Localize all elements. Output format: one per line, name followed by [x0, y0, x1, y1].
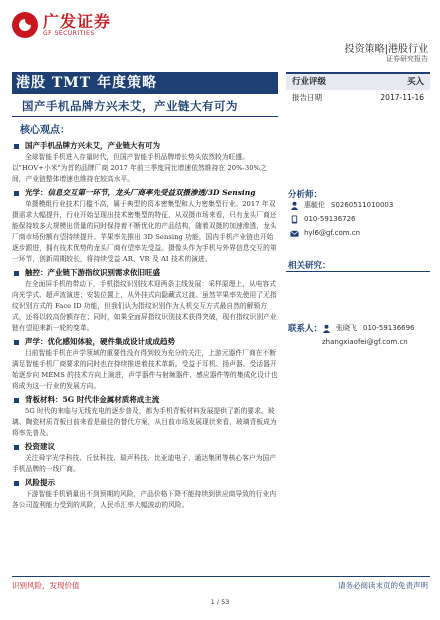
analyst-phone: 010-59136726 [304, 215, 356, 223]
report-banner [12, 72, 278, 94]
page-number: 1 / 53 [210, 598, 230, 606]
section-paragraph: 关注舜宇光学科技、丘钛科技、瑞声科技、比亚迪电子、通达集团等核心客户为国产手机品牌的一线厂商。 [12, 454, 277, 473]
footer-disclaimer[interactable]: 请务必阅读末页的免责声明 [338, 581, 428, 590]
section-heading: 触控： 产业链下游指纹识别需求依旧旺盛 [12, 267, 278, 279]
divider [12, 116, 278, 117]
gf-logo-icon [12, 12, 38, 38]
analyst-name: 惠毓伦 [304, 201, 325, 209]
date-label: 报告日期 [292, 93, 322, 102]
report-title: 港股 TMT 年度策略 [16, 75, 158, 91]
report-category: 投资策略|港股行业 [344, 44, 428, 55]
section-paragraph: 单摄模组行业技术门槛不高，属于典型的资本密集型和人力密集型行业。2017 年双摄需求大幅提升，行业开始呈现出技术密集型的特征，从双摄市场来看，只有龙头厂商还能保持较多大规模出货量的同时保持着不断优化的产品结构，随着双摄的加速渗透，龙头厂商市场份额有望持续提升。苹果率先推出 3D Sensing 功能，国内手机产业链也开始逐步跟进，拥有技术优势的龙头厂商有望率先受益。摄像头作为手机与外界信息交互的第一环节，创新周期较长，将持续受益 AR、VR 及 AI 技术的演进。 [12, 200, 277, 263]
core-views-body [12, 138, 278, 511]
divider [286, 271, 430, 272]
contact-email-row [322, 336, 408, 348]
analyst-email-row [290, 227, 360, 239]
analysts-heading: 分析师： [288, 190, 323, 200]
analyst-license: S0260511010003 [331, 201, 394, 209]
contact-email[interactable]: zhangxiaofei@gf.com.cn [322, 338, 408, 346]
rating-label: 行业评级 [292, 77, 327, 87]
section-paragraph: 5G 时代的来临与无线充电的逐步普及，都为手机背板材料发展提供了新的要求。玻璃、陶瓷材质背板目前来看是最佳的替代方案，从目前市场发展现状来看，玻璃背板成为将率先普及。 [12, 407, 277, 437]
core-views-heading: 核心观点： [20, 125, 70, 136]
bullet-square-icon [14, 191, 19, 196]
footer-slogan: 识别风险，发现价值 [12, 581, 80, 590]
analyst-email[interactable]: hyl6@gf.com.cn [304, 229, 361, 237]
person-icon [290, 201, 299, 210]
section-paragraph: 全球智能手机进入存量时代，但国产智能手机品牌增长势头依然较为旺盛。以"HOV+小米"为首的品牌厂商 2017 年前三季度同比增速依然维持在 20%-30%之间，产业链整体增速也维持在较高水平。 [12, 153, 267, 183]
section-heading: 背板材料： 5G 时代非金属材质将成主流 [12, 394, 278, 406]
section-paragraph: 在全面屏手机的带动下，手机指纹识别技术迎两条主线发展：采样原理上，从电容式向光学式、超声波演进；安装位置上，从外挂式向隐藏式过渡。虽然苹果率先使用了无指纹识别方式的 Face ID 功能，但我们认为指纹识别作为人机交互方式最自然的解锁方式，还将以较高份额存在；同时，如果全面屏指纹识别技术获得突破，现有指纹识别产业链有望迎来新一轮的变革。 [12, 280, 277, 332]
report-subtitle: 国产手机品牌方兴未艾，产业链大有可为 [22, 99, 238, 113]
section-heading: 国产手机品牌方兴未艾，产业链大有可为 [12, 140, 278, 152]
date-row [286, 90, 430, 106]
brand-name-cn: 广发证券 [43, 12, 112, 31]
phone-icon [290, 215, 299, 224]
section-heading: 投资建议 [12, 441, 278, 453]
contact-phone: 010-59136696 [363, 324, 415, 332]
rating-box [286, 72, 430, 106]
email-icon [290, 229, 299, 238]
report-date: 2017-11-16 [380, 93, 424, 102]
contact-heading: 联系人： [288, 324, 323, 334]
bullet-square-icon [14, 144, 19, 149]
contact-name: 张晓飞 [336, 324, 357, 332]
contact-name-row [322, 322, 415, 334]
related-research-heading: 相关研究： [288, 261, 331, 271]
section-paragraph: 下游智能手机销量出不到预期的风险，产品价格下降不能持续到供应商导致的行业内各公司盈利能力受到的风险，人民币汇率大幅波动的风险。 [12, 490, 277, 509]
report-type: 证券研究报告 [386, 55, 428, 63]
bullet-square-icon [14, 445, 19, 450]
bullet-square-icon [14, 271, 19, 276]
bullet-square-icon [14, 481, 19, 486]
analyst-name-row [290, 199, 393, 211]
analyst-phone-row [290, 213, 356, 225]
rating-row [286, 72, 430, 90]
person-icon [322, 324, 331, 333]
section-paragraph: 目前智能手机在声学领域的重要性没有得到较为充分的关注，上游元器件厂商在不断满足智能手机厂商要求的同时也在持续推进着技术革新。受益于耳机、扬声器、受话器开始逐步向 MEMS 的技术方向上演进，声学器件与射频器件、感应器件等的集成化设计也将成为这一行业的发展方向。 [12, 349, 278, 390]
section-heading: 光学： 信息交互第一环节，龙头厂商率先受益双摄渗透/3D Sensing [12, 187, 278, 199]
bullet-square-icon [14, 340, 19, 345]
footer-divider [12, 576, 430, 577]
brand-name-en: GF SECURITIES [43, 30, 95, 37]
section-heading: 声学： 优化感知体验，硬件集成设计成成趋势 [12, 336, 278, 348]
bullet-square-icon [14, 398, 19, 403]
rating-value: 买入 [406, 77, 424, 87]
brand-logo [12, 10, 111, 40]
section-heading: 风险提示 [12, 477, 278, 489]
